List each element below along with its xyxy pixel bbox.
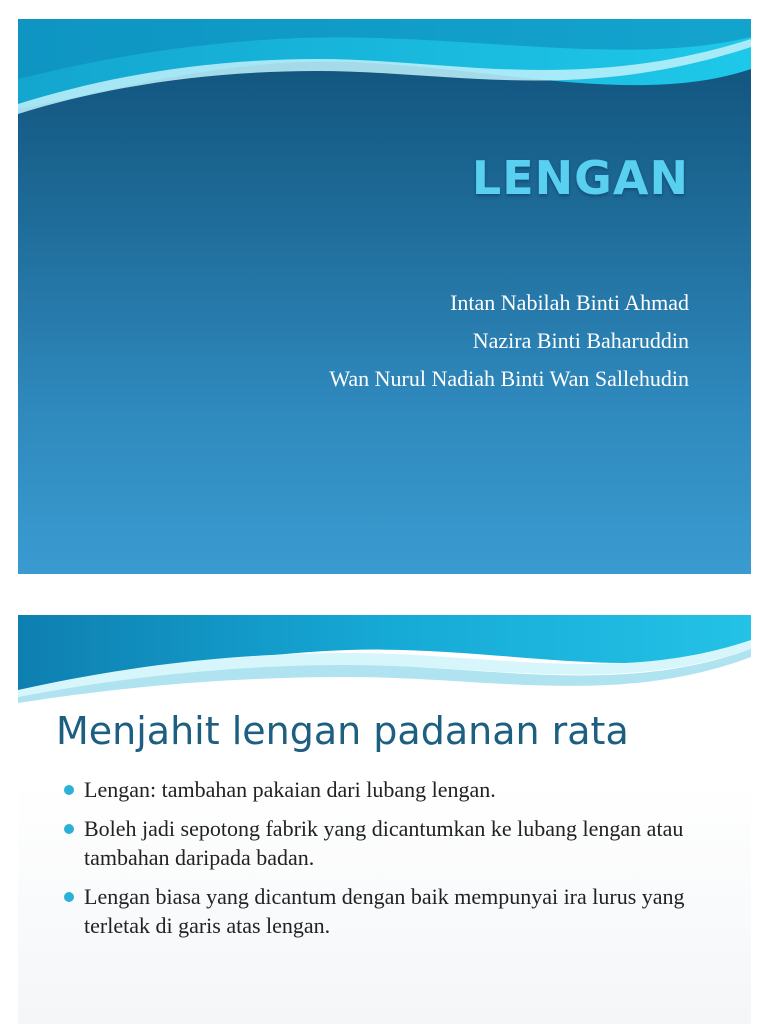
- author-name: Nazira Binti Baharuddin: [472, 328, 689, 353]
- author-list: [329, 284, 689, 398]
- bullet-list: [64, 775, 724, 950]
- author-name: Wan Nurul Nadiah Binti Wan Sallehudin: [329, 366, 689, 391]
- list-item: Boleh jadi sepotong fabrik yang dicantumkan ke lubang lengan atau tambahan daripada badan.: [64, 814, 724, 872]
- list-item: Lengan: tambahan pakaian dari lubang lengan.: [64, 775, 724, 804]
- slide-heading: Menjahit lengan padanan rata: [56, 709, 629, 753]
- bullet-icon: [64, 785, 74, 795]
- wave-decoration: [18, 19, 751, 139]
- bullet-icon: [64, 824, 74, 834]
- title-slide: [18, 19, 751, 574]
- content-slide: [18, 615, 751, 1024]
- author-name: Intan Nabilah Binti Ahmad: [450, 290, 689, 315]
- slide-title: LENGAN: [471, 151, 689, 205]
- list-item: Lengan biasa yang dicantum dengan baik mempunyai ira lurus yang terletak di garis atas lengan.: [64, 882, 724, 940]
- bullet-icon: [64, 892, 74, 902]
